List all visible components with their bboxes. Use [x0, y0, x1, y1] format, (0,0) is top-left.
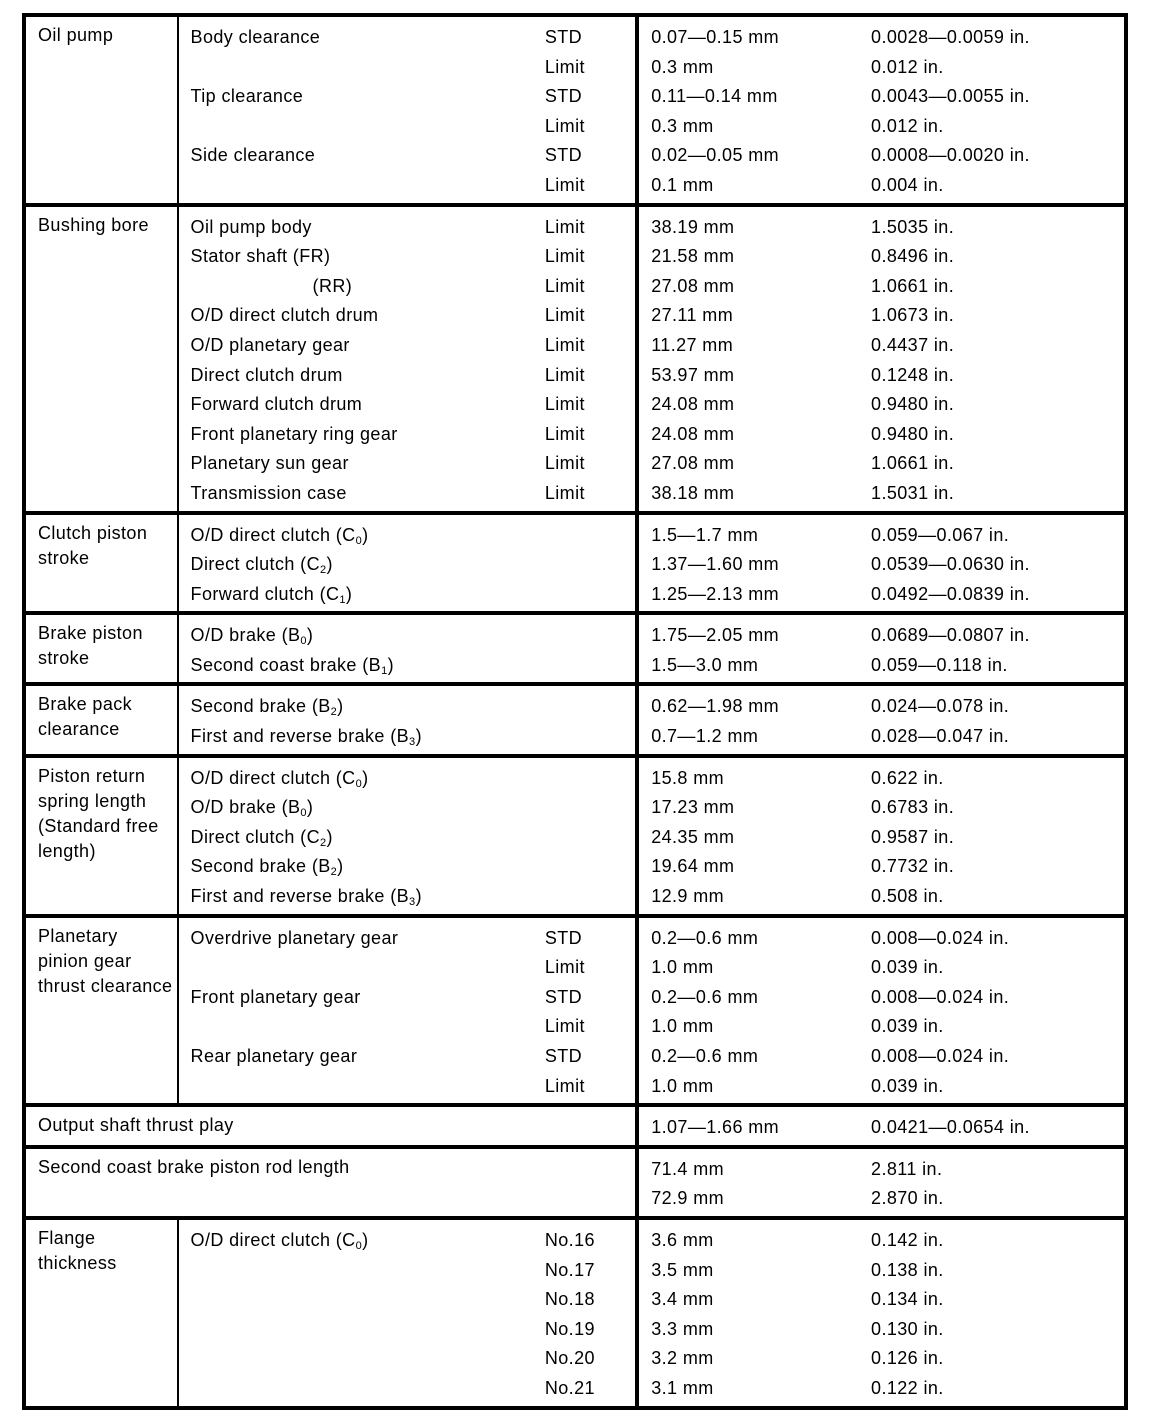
- spec-type-label: [545, 793, 635, 823]
- spec-type-label: Limit: [544, 246, 585, 267]
- spec-group-row: [24, 756, 1126, 916]
- item-cell: [178, 613, 545, 684]
- imperial-value-cell: [867, 916, 1126, 1106]
- imperial-value: 0.008—0.024 in.: [871, 1046, 1010, 1066]
- group-label-cell: [24, 513, 178, 614]
- group-label-cell: [24, 1147, 637, 1218]
- spec-type-cell: [545, 684, 637, 755]
- item-label: [191, 82, 545, 112]
- item-label: [191, 1315, 545, 1345]
- spec-type-label: [545, 852, 635, 882]
- spec-type-label: [545, 580, 635, 610]
- imperial-value: 0.012 in.: [871, 56, 944, 77]
- spec-type-cell: [545, 513, 637, 614]
- item-text: First and reverse brake (B: [190, 726, 410, 747]
- metric-value: 0.3 mm: [651, 56, 714, 77]
- spec-type-label: Limit: [544, 275, 585, 296]
- metric-value-cell: [637, 1105, 867, 1147]
- item-label: [191, 692, 545, 722]
- spec-group-row: [24, 1105, 1126, 1147]
- metric-value-cell: [637, 205, 867, 513]
- spec-group-row: [24, 613, 1126, 684]
- spec-type-label: No.19: [544, 1318, 595, 1339]
- item-label: [191, 722, 545, 752]
- item-text: Body clearance: [190, 27, 321, 47]
- spec-group-row: [24, 205, 1126, 513]
- metric-value: 21.58 mm: [651, 246, 735, 267]
- item-text: Direct clutch drum: [190, 364, 343, 385]
- item-label: [191, 1256, 545, 1286]
- item-label: [191, 390, 545, 420]
- group-label: Oil pump: [38, 25, 114, 45]
- spec-type-label: No.17: [544, 1259, 595, 1280]
- spec-type-label: Limit: [544, 115, 585, 136]
- metric-value: 3.5 mm: [651, 1259, 714, 1280]
- spec-type-label: STD: [544, 27, 583, 47]
- item-subscript: 0: [355, 777, 363, 790]
- item-text: Second brake (B: [190, 856, 331, 877]
- spec-type-label: [545, 521, 635, 551]
- item-text: O/D direct clutch (C: [190, 1229, 356, 1250]
- spec-type-label: [545, 882, 635, 912]
- group-label-cell: [24, 756, 178, 916]
- metric-value: 17.23 mm: [651, 797, 735, 818]
- spec-type-label: Limit: [544, 482, 585, 503]
- imperial-value-cell: [867, 513, 1126, 614]
- imperial-value: 0.0028—0.0059 in.: [871, 27, 1030, 47]
- group-label-cell: [24, 205, 178, 513]
- imperial-value: 0.059—0.067 in.: [871, 524, 1010, 545]
- item-label: [191, 882, 545, 912]
- spec-type-label: Limit: [544, 364, 585, 385]
- item-label: [191, 793, 545, 823]
- item-suffix: ): [337, 856, 344, 877]
- item-label: [191, 53, 545, 83]
- item-cell: [178, 916, 545, 1106]
- metric-value: 71.4 mm: [651, 1158, 725, 1179]
- imperial-value: 0.039 in.: [871, 1016, 944, 1037]
- spec-type-label: STD: [544, 86, 583, 107]
- group-label: Planetary pinion gear thrust clearance: [38, 925, 173, 996]
- metric-value: 24.08 mm: [651, 423, 735, 444]
- imperial-value: 0.126 in.: [871, 1348, 944, 1369]
- item-subscript: 0: [355, 534, 363, 547]
- item-text: O/D brake (B: [190, 797, 301, 818]
- imperial-value-cell: [867, 1218, 1126, 1408]
- item-label: [191, 331, 545, 361]
- item-subscript: 0: [300, 807, 307, 820]
- spec-type-label: Limit: [544, 305, 585, 326]
- imperial-value: 0.9587 in.: [871, 826, 955, 847]
- imperial-value: 0.059—0.118 in.: [871, 654, 1008, 675]
- imperial-value: 0.008—0.024 in.: [871, 986, 1010, 1007]
- metric-value: 0.02—0.05 mm: [651, 145, 780, 166]
- item-label: [191, 1374, 545, 1404]
- imperial-value: 0.1248 in.: [871, 364, 955, 385]
- item-label: [191, 171, 545, 201]
- imperial-value: 0.8496 in.: [871, 246, 955, 267]
- spec-type-label: [545, 692, 635, 722]
- imperial-value-cell: [867, 1147, 1126, 1218]
- item-subscript: 2: [330, 866, 338, 879]
- imperial-value: 0.6783 in.: [871, 797, 955, 818]
- imperial-value: 1.0661 in.: [871, 453, 955, 474]
- item-cell: [178, 1218, 545, 1408]
- metric-value: 0.11—0.14 mm: [651, 86, 778, 107]
- spec-type-cell: [545, 916, 637, 1106]
- item-text: Second coast brake (B: [190, 654, 382, 675]
- metric-value: 24.08 mm: [651, 394, 735, 415]
- item-label: [191, 621, 545, 651]
- imperial-value-cell: [867, 756, 1126, 916]
- spec-group-row: [24, 1218, 1126, 1408]
- item-text: Second brake (B: [190, 696, 331, 717]
- spec-type-label: Limit: [544, 334, 585, 355]
- spec-type-label: [545, 651, 635, 681]
- metric-value: 3.2 mm: [651, 1348, 714, 1369]
- item-cell: [178, 513, 545, 614]
- item-subscript: 2: [319, 564, 327, 577]
- group-label-cell: [24, 15, 178, 205]
- metric-value: 1.5—3.0 mm: [651, 654, 759, 675]
- item-cell: [178, 756, 545, 916]
- spec-type-cell: [545, 1218, 637, 1408]
- spec-type-label: [545, 722, 635, 752]
- item-subscript: 1: [339, 593, 346, 606]
- imperial-value: 0.004 in.: [871, 174, 944, 195]
- spec-type-label: No.20: [544, 1348, 595, 1369]
- spec-type-cell: [545, 613, 637, 684]
- metric-value: 1.0 mm: [651, 1075, 714, 1096]
- item-text: Direct clutch (C: [190, 554, 320, 575]
- item-subscript: 0: [300, 635, 307, 648]
- metric-value: 3.3 mm: [651, 1318, 714, 1339]
- imperial-value: 0.0421—0.0654 in.: [871, 1117, 1030, 1138]
- item-suffix: ): [326, 554, 333, 575]
- imperial-value: 0.134 in.: [871, 1289, 944, 1310]
- spec-type-label: Limit: [544, 957, 585, 978]
- metric-value: 38.18 mm: [651, 482, 735, 503]
- item-label: [191, 580, 545, 610]
- spec-group-row: [24, 684, 1126, 755]
- metric-value: 15.8 mm: [651, 767, 725, 788]
- metric-value-cell: [637, 916, 867, 1106]
- spec-type-label: Limit: [544, 174, 585, 195]
- specification-table: [22, 13, 1128, 1410]
- spec-type-label: Limit: [544, 1075, 585, 1096]
- metric-value: 0.07—0.15 mm: [651, 27, 780, 47]
- spec-type-label: Limit: [544, 216, 585, 237]
- metric-value-cell: [637, 15, 867, 205]
- item-subscript: 1: [381, 664, 388, 677]
- metric-value: 0.2—0.6 mm: [651, 1046, 759, 1066]
- item-label: [191, 521, 545, 551]
- metric-value: 27.08 mm: [651, 453, 735, 474]
- item-suffix: ): [415, 726, 422, 747]
- group-label-cell: [24, 916, 178, 1106]
- metric-value: 72.9 mm: [651, 1188, 725, 1209]
- metric-value-cell: [637, 613, 867, 684]
- group-label: Clutch piston stroke: [38, 522, 148, 568]
- imperial-value: 0.4437 in.: [871, 334, 955, 355]
- imperial-value: 0.039 in.: [871, 1075, 944, 1096]
- item-label: [191, 953, 545, 983]
- spec-type-label: STD: [544, 1046, 583, 1066]
- metric-value: 24.35 mm: [651, 826, 735, 847]
- imperial-value-cell: [867, 1105, 1126, 1147]
- item-label: [191, 361, 545, 391]
- item-text: Transmission case: [190, 482, 347, 503]
- imperial-value: 0.0043—0.0055 in.: [871, 86, 1030, 107]
- item-label: [191, 1042, 545, 1072]
- item-suffix: ): [387, 654, 394, 675]
- imperial-value: 0.024—0.078 in.: [871, 696, 1010, 717]
- metric-value: 27.11 mm: [651, 305, 734, 326]
- item-text: Rear planetary gear: [190, 1046, 358, 1066]
- spec-type-label: No.16: [544, 1229, 595, 1250]
- group-label: Brake piston stroke: [38, 623, 143, 669]
- spec-type-label: Limit: [544, 1016, 585, 1037]
- metric-value: 11.27 mm: [651, 334, 734, 355]
- item-label: [191, 301, 545, 331]
- metric-value: 1.5—1.7 mm: [651, 524, 759, 545]
- item-label: [191, 1344, 545, 1374]
- spec-type-label: STD: [544, 986, 583, 1007]
- item-text: Overdrive planetary gear: [190, 927, 399, 948]
- item-text: Forward clutch drum: [190, 394, 363, 415]
- imperial-value: 0.622 in.: [871, 767, 944, 788]
- item-text: O/D direct clutch (C: [190, 524, 356, 545]
- item-suffix: ): [415, 886, 422, 907]
- imperial-value: 0.0539—0.0630 in.: [871, 554, 1030, 575]
- imperial-value: 0.138 in.: [871, 1259, 944, 1280]
- item-cell: [178, 684, 545, 755]
- item-label: [191, 852, 545, 882]
- item-suffix: ): [306, 797, 314, 818]
- metric-value-cell: [637, 513, 867, 614]
- group-label-cell: [24, 613, 178, 684]
- item-label: [191, 1072, 545, 1102]
- spec-type-cell: [545, 205, 637, 513]
- item-label: [191, 242, 545, 272]
- imperial-value: 0.9480 in.: [871, 394, 955, 415]
- spec-type-label: Limit: [544, 56, 585, 77]
- imperial-value: 1.5031 in.: [871, 482, 955, 503]
- group-label: Bushing bore: [38, 214, 149, 235]
- group-label: Flange thickness: [38, 1227, 117, 1273]
- spec-type-label: [545, 764, 635, 794]
- imperial-value-cell: [867, 684, 1126, 755]
- metric-value: 38.19 mm: [651, 216, 735, 237]
- item-text: (RR): [312, 275, 353, 296]
- item-label: [191, 651, 545, 681]
- item-suffix: ): [306, 625, 314, 646]
- imperial-value: 0.0008—0.0020 in.: [871, 145, 1030, 166]
- metric-value: 3.1 mm: [651, 1377, 714, 1398]
- metric-value: 12.9 mm: [651, 886, 725, 907]
- item-text: Front planetary gear: [190, 986, 361, 1007]
- item-text: O/D planetary gear: [190, 334, 350, 355]
- spec-type-label: Limit: [544, 394, 585, 415]
- spec-type-label: [545, 823, 635, 853]
- spec-group-row: [24, 916, 1126, 1106]
- metric-value: 0.2—0.6 mm: [651, 986, 759, 1007]
- spec-group-row: [24, 513, 1126, 614]
- item-text: Planetary sun gear: [190, 453, 349, 474]
- item-text: Side clearance: [190, 145, 316, 166]
- imperial-value: 0.142 in.: [871, 1229, 944, 1250]
- imperial-value: 0.028—0.047 in.: [871, 726, 1010, 747]
- item-text: Front planetary ring gear: [190, 423, 398, 444]
- spec-group-row: [24, 1147, 1126, 1218]
- group-label: Brake pack clearance: [38, 694, 133, 740]
- imperial-value: 0.7732 in.: [871, 856, 955, 877]
- metric-value: 1.75—2.05 mm: [651, 625, 780, 646]
- group-label: Second coast brake piston rod length: [38, 1156, 350, 1177]
- metric-value: 53.97 mm: [651, 364, 735, 385]
- metric-value: 0.3 mm: [651, 115, 714, 136]
- spec-type-label: [545, 621, 635, 651]
- metric-value-cell: [637, 1218, 867, 1408]
- imperial-value: 0.122 in.: [871, 1377, 944, 1398]
- item-subscript: 0: [355, 1239, 363, 1252]
- specification-table-body: [24, 15, 1126, 1408]
- imperial-value: 2.811 in.: [871, 1158, 943, 1179]
- spec-type-cell: [545, 756, 637, 916]
- imperial-value: 1.0673 in.: [871, 305, 955, 326]
- imperial-value: 0.0492—0.0839 in.: [871, 583, 1030, 604]
- item-label: [191, 272, 545, 302]
- imperial-value-cell: [867, 205, 1126, 513]
- metric-value: 1.25—2.13 mm: [651, 583, 780, 604]
- spec-type-label: Limit: [544, 453, 585, 474]
- group-label: Piston return spring length (Standard free length): [38, 765, 159, 861]
- metric-value: 0.2—0.6 mm: [651, 927, 759, 948]
- group-label-cell: [24, 1105, 637, 1147]
- item-cell: [178, 205, 545, 513]
- item-text: Stator shaft (FR): [190, 246, 331, 267]
- item-label: [191, 924, 545, 954]
- item-suffix: ): [337, 696, 344, 717]
- item-label: [191, 420, 545, 450]
- metric-value: 27.08 mm: [651, 275, 735, 296]
- imperial-value: 1.0661 in.: [871, 275, 955, 296]
- metric-value: 1.37—1.60 mm: [651, 554, 780, 575]
- item-label: [191, 112, 545, 142]
- item-label: [191, 550, 545, 580]
- item-suffix: ): [345, 583, 353, 604]
- item-text: Direct clutch (C: [190, 826, 320, 847]
- item-label: [191, 479, 545, 509]
- spec-type-label: [545, 550, 635, 580]
- metric-value: 19.64 mm: [651, 856, 735, 877]
- spec-type-label: Limit: [544, 423, 585, 444]
- item-subscript: 2: [330, 706, 338, 719]
- group-label-cell: [24, 684, 178, 755]
- item-label: [191, 1012, 545, 1042]
- spec-group-row: [24, 15, 1126, 205]
- item-subscript: 3: [409, 736, 416, 749]
- item-label: [191, 23, 545, 53]
- item-label: [191, 764, 545, 794]
- spec-type-label: STD: [544, 145, 583, 166]
- item-label: [191, 141, 545, 171]
- item-subscript: 3: [409, 896, 416, 909]
- imperial-value: 2.870 in.: [871, 1188, 944, 1209]
- item-text: Oil pump body: [190, 216, 312, 237]
- imperial-value: 0.039 in.: [871, 957, 944, 978]
- imperial-value: 0.008—0.024 in.: [871, 927, 1010, 948]
- item-text: O/D brake (B: [190, 625, 301, 646]
- imperial-value: 0.0689—0.0807 in.: [871, 625, 1030, 646]
- item-label: [191, 1285, 545, 1315]
- item-suffix: ): [362, 1229, 369, 1250]
- metric-value-cell: [637, 756, 867, 916]
- imperial-value-cell: [867, 15, 1126, 205]
- item-text: O/D direct clutch (C: [190, 767, 356, 788]
- item-label: [191, 823, 545, 853]
- metric-value: 3.4 mm: [651, 1289, 714, 1310]
- item-label: [191, 449, 545, 479]
- item-suffix: ): [326, 826, 333, 847]
- imperial-value: 0.012 in.: [871, 115, 944, 136]
- item-label: [191, 213, 545, 243]
- item-text: Tip clearance: [190, 86, 304, 107]
- item-label: [191, 983, 545, 1013]
- item-subscript: 2: [319, 836, 327, 849]
- item-suffix: ): [362, 767, 369, 788]
- item-text: Forward clutch (C: [190, 583, 340, 604]
- item-cell: [178, 15, 545, 205]
- metric-value: 0.62—1.98 mm: [651, 696, 780, 717]
- imperial-value-cell: [867, 613, 1126, 684]
- metric-value: 0.7—1.2 mm: [651, 726, 759, 747]
- metric-value: 0.1 mm: [651, 174, 714, 195]
- metric-value-cell: [637, 684, 867, 755]
- metric-value: 1.0 mm: [651, 957, 714, 978]
- imperial-value: 0.508 in.: [871, 886, 944, 907]
- item-text: First and reverse brake (B: [190, 886, 410, 907]
- item-suffix: ): [362, 524, 369, 545]
- metric-value-cell: [637, 1147, 867, 1218]
- metric-value: 1.07—1.66 mm: [651, 1117, 780, 1138]
- group-label-cell: [24, 1218, 178, 1408]
- metric-value: 1.0 mm: [651, 1016, 714, 1037]
- group-label: Output shaft thrust play: [38, 1115, 234, 1136]
- spec-type-label: No.18: [544, 1289, 595, 1310]
- imperial-value: 0.9480 in.: [871, 423, 955, 444]
- imperial-value: 0.130 in.: [871, 1318, 944, 1339]
- spec-type-cell: [545, 15, 637, 205]
- imperial-value: 1.5035 in.: [871, 216, 955, 237]
- metric-value: 3.6 mm: [651, 1229, 714, 1250]
- spec-type-label: STD: [544, 927, 583, 948]
- spec-type-label: No.21: [544, 1377, 595, 1398]
- item-label: [191, 1226, 545, 1256]
- item-text: O/D direct clutch drum: [190, 305, 379, 326]
